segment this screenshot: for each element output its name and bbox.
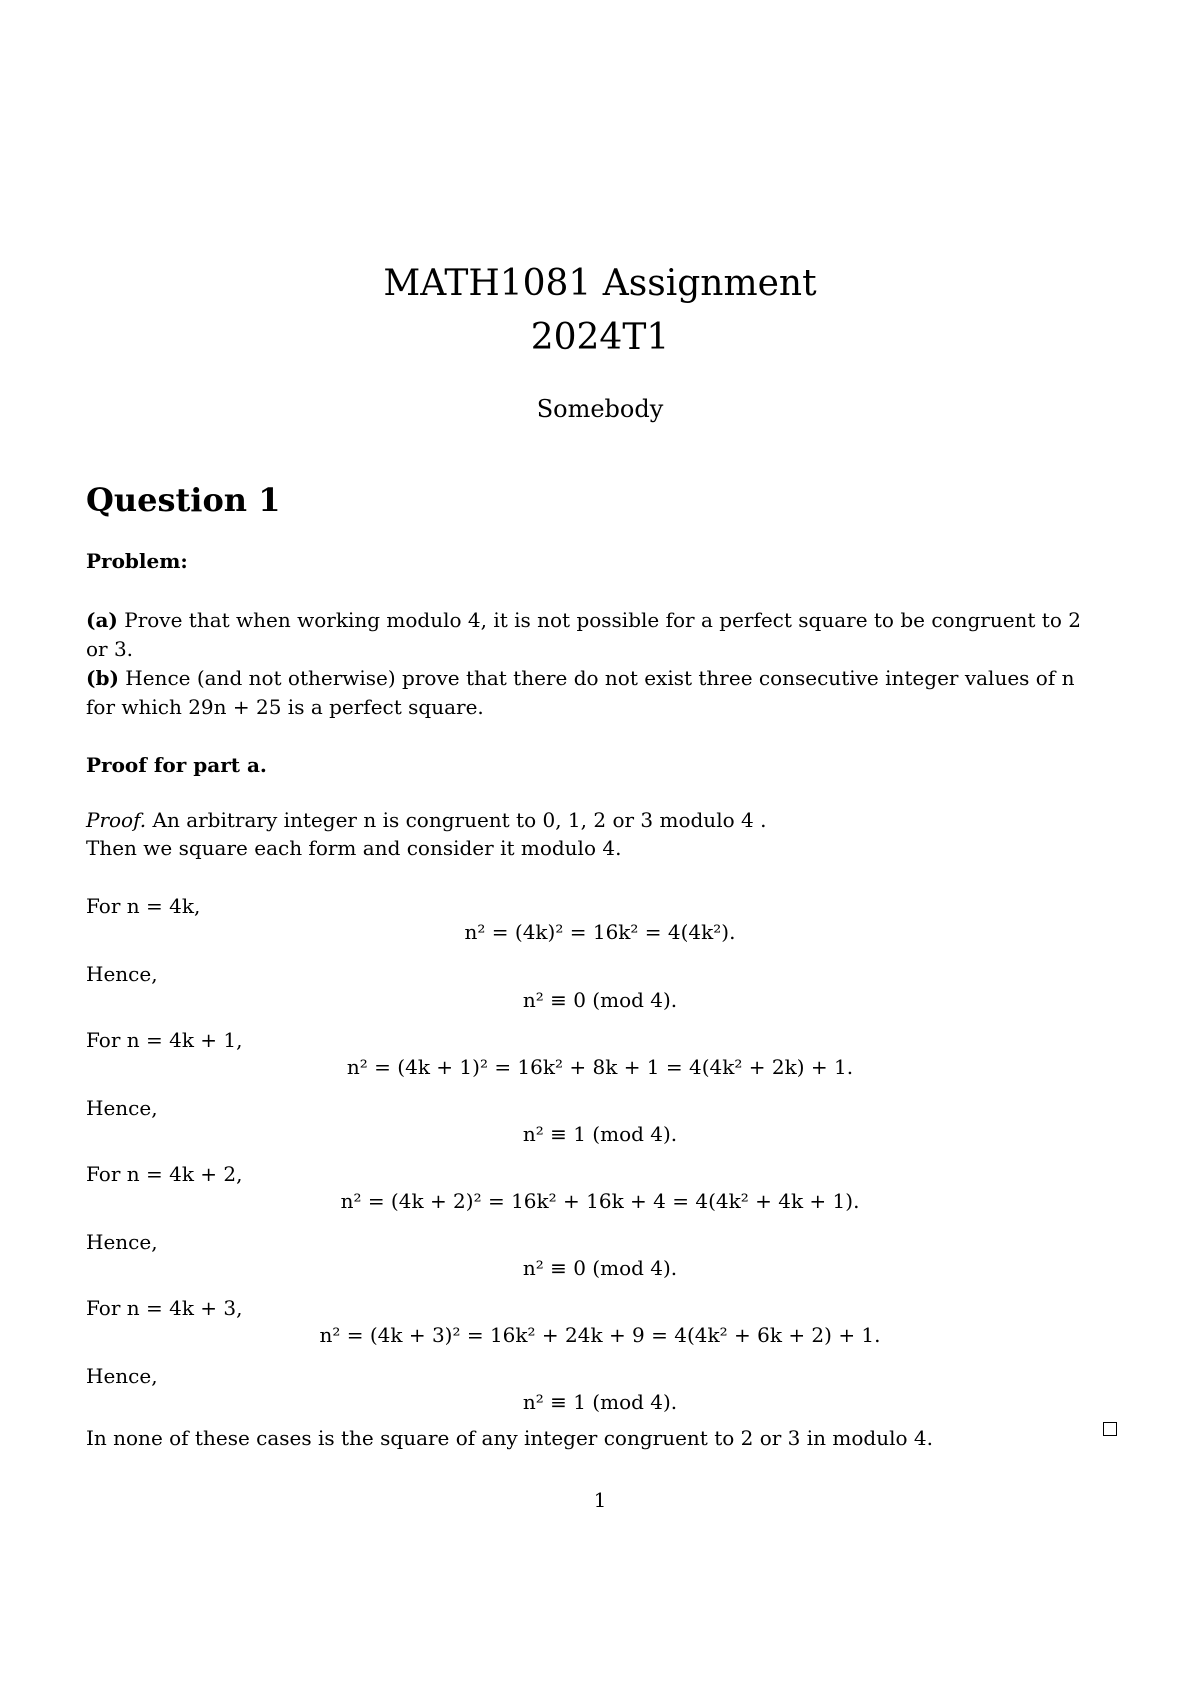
case-1-label: For n = 4k,: [86, 894, 201, 918]
part-a-label: (a): [86, 608, 118, 632]
proof-intro2: Then we square each form and consider it modulo 4.: [86, 836, 622, 860]
part-a-text: Prove that when working modulo 4, it is not possible for a perfect square to be congruent to 2: [124, 608, 1081, 632]
document-author: Somebody: [536, 395, 664, 423]
case-4-result: n² ≡ 1 (mod 4).: [522, 1390, 678, 1414]
part-b-cont: for which 29n + 25 is a perfect square.: [86, 695, 484, 719]
part-b-label: (b): [86, 666, 119, 690]
case-3-expansion: n² = (4k + 2)² = 16k² + 16k + 4 = 4(4k² + 4k + 1).: [340, 1189, 860, 1213]
case-2-expansion: n² = (4k + 1)² = 16k² + 8k + 1 = 4(4k² + 2k) + 1.: [346, 1055, 854, 1079]
case-1-expansion: n² = (4k)² = 16k² = 4(4k²).: [464, 920, 736, 944]
case-2-hence: Hence,: [86, 1096, 158, 1120]
proof-intro-line: [86, 806, 766, 834]
part-b-line: [86, 664, 1074, 692]
document-term: 2024T1: [530, 317, 670, 358]
case-1-hence: Hence,: [86, 962, 158, 986]
case-4-hence: Hence,: [86, 1364, 158, 1388]
part-a-cont: or 3.: [86, 637, 134, 661]
case-1-result: n² ≡ 0 (mod 4).: [522, 988, 678, 1012]
proof-conclusion: In none of these cases is the square of any integer congruent to 2 or 3 in modulo 4.: [86, 1426, 933, 1450]
case-2-result: n² ≡ 1 (mod 4).: [522, 1122, 678, 1146]
problem-label: Problem:: [86, 549, 188, 573]
case-3-hence: Hence,: [86, 1230, 158, 1254]
page-number: 1: [593, 1488, 607, 1512]
case-4-expansion: n² = (4k + 3)² = 16k² + 24k + 9 = 4(4k² + 6k + 2) + 1.: [319, 1323, 881, 1347]
proof-word: Proof.: [86, 808, 147, 832]
part-b-text: Hence (and not otherwise) prove that there do not exist three consecutive integer values of n: [125, 666, 1075, 690]
proof-intro: An arbitrary integer n is congruent to 0, 1, 2 or 3 modulo 4 .: [152, 808, 767, 832]
proof-a-heading: Proof for part a.: [86, 753, 267, 777]
case-4-label: For n = 4k + 3,: [86, 1296, 243, 1320]
case-3-label: For n = 4k + 2,: [86, 1162, 243, 1186]
case-3-result: n² ≡ 0 (mod 4).: [522, 1256, 678, 1280]
qed-square-icon: [1103, 1422, 1117, 1436]
document-title: MATH1081 Assignment: [383, 263, 817, 304]
case-2-label: For n = 4k + 1,: [86, 1028, 243, 1052]
part-a-line: [86, 606, 1081, 634]
question-heading: Question 1: [86, 481, 281, 519]
